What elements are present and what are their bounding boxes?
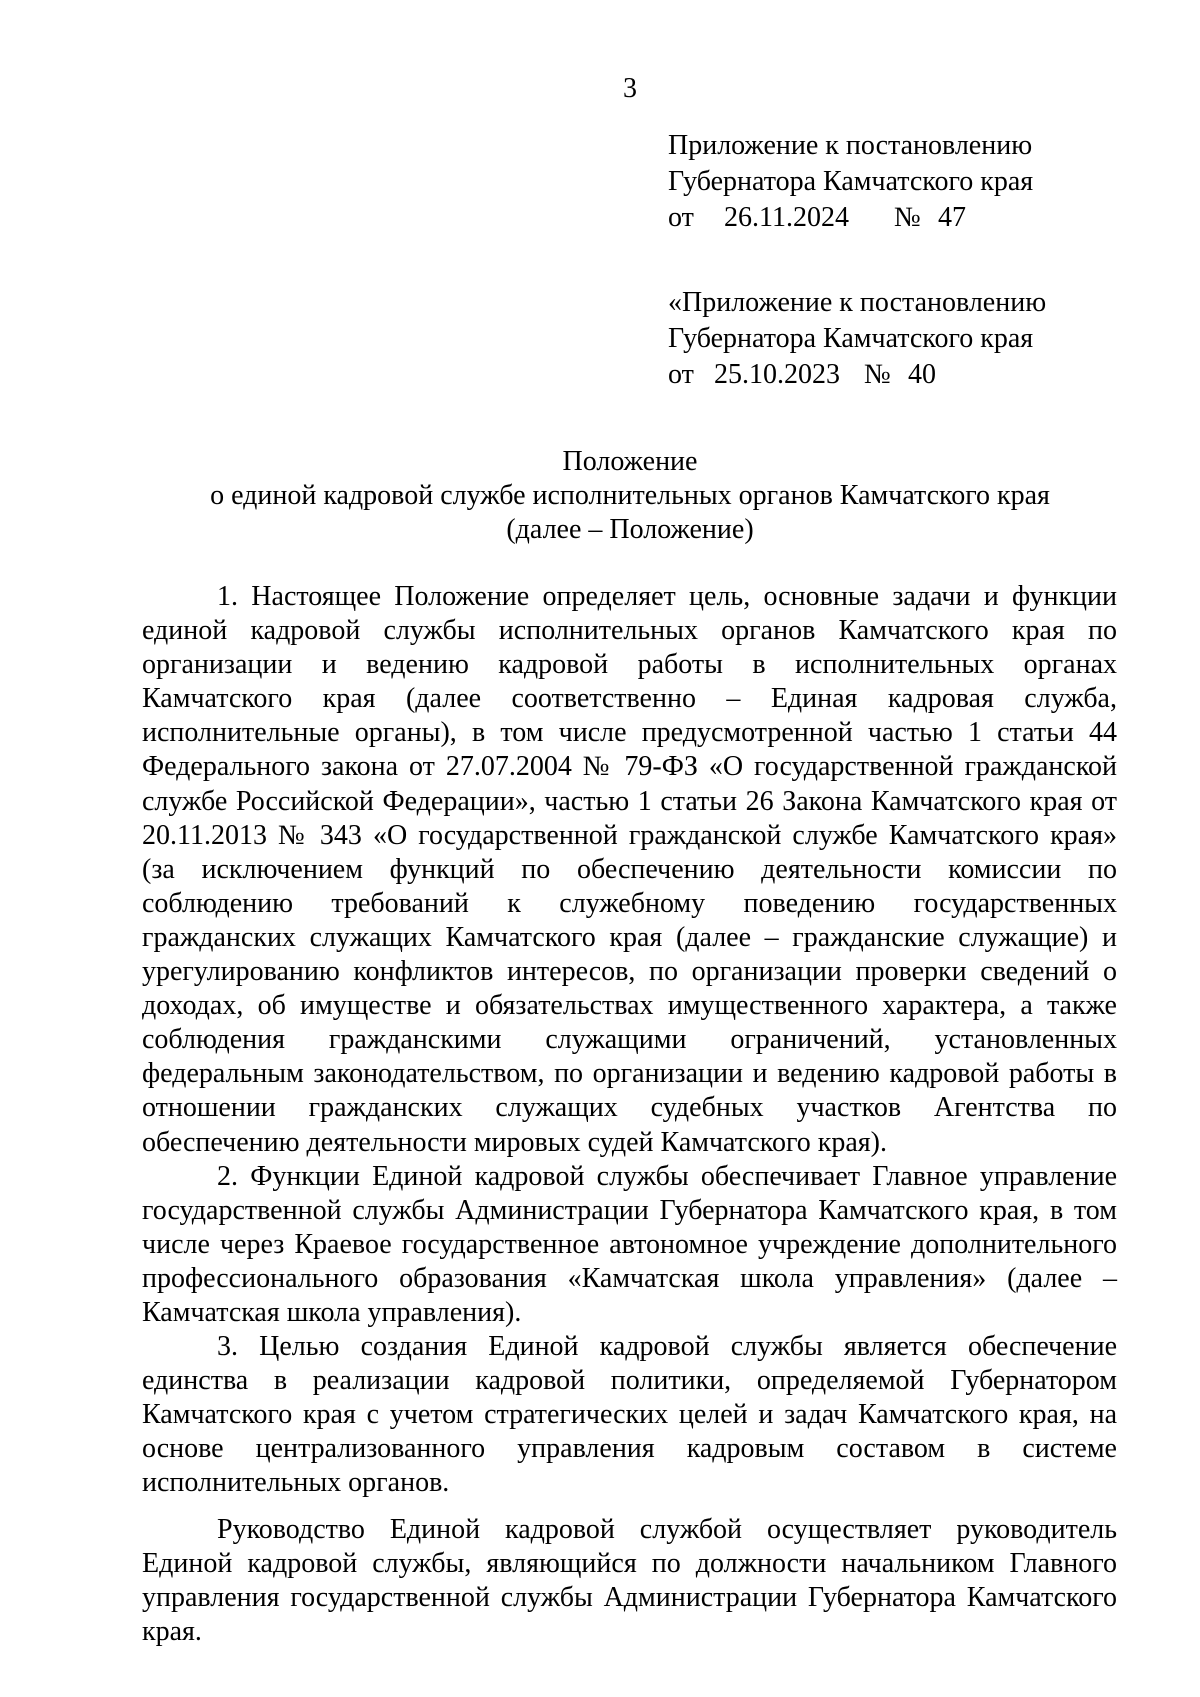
paragraph-3: 3. Целью создания Единой кадровой службы является обеспечение единства в реализации кадровой политики, определяемой Губернатором Камчатского края с учетом стратегических целей и задач Камчатского края, на основе централизованного управления кадровым составом в системе исполнительных органов.: [142, 1331, 1117, 1499]
heading-subtitle: о единой кадровой службе исполнительных органов Камчатского края: [210, 480, 1050, 511]
appendix-current-number: 47: [938, 202, 966, 233]
appendix-previous-block: [668, 285, 1046, 393]
paragraph-2: 2. Функции Единой кадровой службы обеспечивает Главное управление государственной службы Администрации Губернатора Камчатского края, в том числе через Краевое государственное автономное учреждение дополнительного профессионального образования «Камчатская школа управления» (далее – Камчатская школа управления).: [142, 1160, 1117, 1328]
appendix-previous-date-line: [668, 357, 1046, 393]
appendix-current-line2: Губернатора Камчатского края: [668, 166, 1034, 197]
appendix-previous-line1: «Приложение к постановлению: [668, 287, 1047, 318]
appendix-current-line1: Приложение к постановлению: [668, 130, 1033, 161]
appendix-previous-line2: Губернатора Камчатского края: [668, 323, 1034, 354]
appendix-previous-date: 25.10.2023: [714, 359, 840, 390]
appendix-current-date-line: [668, 200, 1033, 236]
appendix-previous-number-sign: №: [864, 359, 891, 390]
heading-note: (далее – Положение): [506, 514, 754, 545]
document-body: [142, 580, 1117, 1649]
page-number: 3: [623, 73, 637, 104]
paragraph-1: 1. Настоящее Положение определяет цель, основные задачи и функции единой кадровой службы исполнительных органов Камчатского края по организации и ведению кадровой работы в исполнительных органах Камчатского края (далее соответственно – Единая кадровая служба, исполнительные органы), в том числе предусмотренной частью 1 статьи 44 Федерального закона от 27.07.2004 № 79-ФЗ «О государственной гражданской службе Российской Федерации», частью 1 статьи 26 Закона Камчатского края от 20.11.2013 № 343 «О государственной гражданской службе Камчатского края» (за исключением функций по обеспечению деятельности комиссии по соблюдению требований к служебному поведению государственных гражданских служащих Камчатского края (далее – гражданские служащие) и урегулированию конфликтов интересов, по организации проверки сведений о доходах, об имуществе и обязательствах имущественного характера, а также соблюдения гражданскими служащими ограничений, установленных федеральным законодательством, по организации и ведению кадровой работы в отношении гражданских служащих судебных участков Агентства по обеспечению деятельности мировых судей Камчатского края).: [142, 581, 1117, 1158]
appendix-previous-from-label: от: [668, 359, 694, 390]
appendix-previous-number: 40: [908, 359, 936, 390]
document-heading: [140, 445, 1120, 547]
appendix-current-block: [668, 128, 1033, 236]
appendix-current-from-label: от: [668, 202, 694, 233]
appendix-current-date: 26.11.2024: [724, 202, 849, 233]
appendix-current-number-sign: №: [894, 202, 921, 233]
heading-title: Положение: [562, 446, 698, 477]
paragraph-4: Руководство Единой кадровой службой осуществляет руководитель Единой кадровой службы, являющийся по должности начальником Главного управления государственной службы Администрации Губернатора Камчатского края.: [142, 1513, 1117, 1647]
